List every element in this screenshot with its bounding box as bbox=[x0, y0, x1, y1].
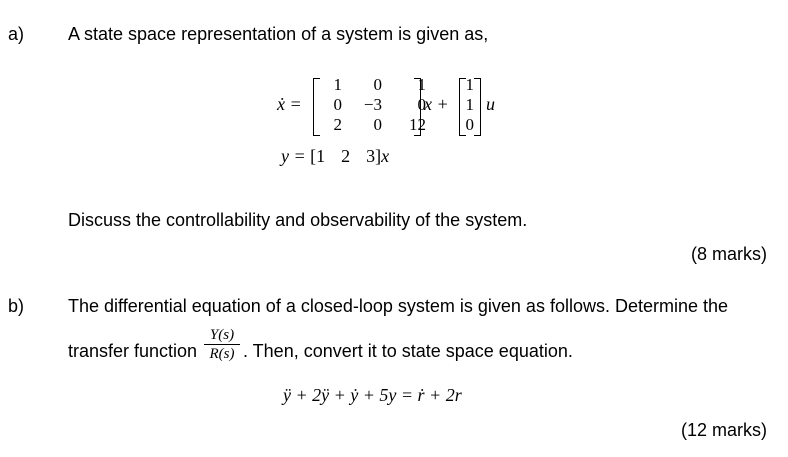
matrix-a-cell: 12 bbox=[409, 115, 426, 134]
matrix-a-cell: −3 bbox=[363, 95, 382, 114]
part-a-marks: (8 marks) bbox=[691, 244, 767, 264]
output-eq-lhs: y = bbox=[281, 146, 306, 166]
matrix-b-cell: 1 bbox=[465, 75, 474, 94]
matrix-a-cell: 1 bbox=[417, 75, 426, 94]
part-b-line2-before: transfer function bbox=[68, 341, 198, 361]
fraction-denominator: R(s) bbox=[209, 346, 235, 362]
matrix-a bbox=[318, 75, 428, 135]
fraction-numerator: Y(s) bbox=[209, 327, 235, 343]
matrix-a-cell: 0 bbox=[373, 115, 382, 134]
matrix-a-cell: 2 bbox=[333, 115, 342, 134]
part-a-label: a) bbox=[8, 24, 25, 44]
matrix-b-cell: 1 bbox=[465, 95, 474, 114]
part-b-line2-after: . Then, convert it to state space equation. bbox=[243, 341, 573, 361]
state-eq-lhs: ẋ = bbox=[277, 94, 302, 114]
matrix-c-1: 1 bbox=[316, 146, 326, 166]
matrix-b-right-bracket bbox=[474, 78, 481, 136]
state-eq-mid: x + bbox=[424, 94, 449, 114]
part-a-question: Discuss the controllability and observability of the system. bbox=[68, 210, 528, 230]
matrix-a-cell: 0 bbox=[417, 95, 426, 114]
transfer-function-fraction bbox=[203, 326, 241, 363]
matrix-a-right-bracket bbox=[414, 78, 421, 136]
matrix-a-cell: 0 bbox=[373, 75, 382, 94]
output-eq: y = [1 2 3]x bbox=[281, 146, 390, 166]
matrix-a-cell: 1 bbox=[333, 75, 342, 94]
state-eq-tail: u bbox=[486, 94, 495, 114]
part-b-marks: (12 marks) bbox=[680, 420, 767, 440]
matrix-b-cell: 0 bbox=[465, 115, 474, 134]
part-a-intro: A state space representation of a system is given as, bbox=[68, 24, 489, 44]
matrix-c-3: 3 bbox=[366, 146, 376, 166]
matrix-c-2: 2 bbox=[341, 146, 351, 166]
matrix-a-cell: 0 bbox=[333, 95, 342, 114]
part-b-line1: The differential equation of a closed-loop system is given as follows. Determine the bbox=[68, 296, 729, 316]
differential-equation: ÿ + 2ÿ + ẏ + 5y = ṙ + 2r bbox=[283, 385, 462, 405]
part-b-label: b) bbox=[8, 296, 25, 316]
output-eq-tail: x bbox=[381, 146, 390, 166]
